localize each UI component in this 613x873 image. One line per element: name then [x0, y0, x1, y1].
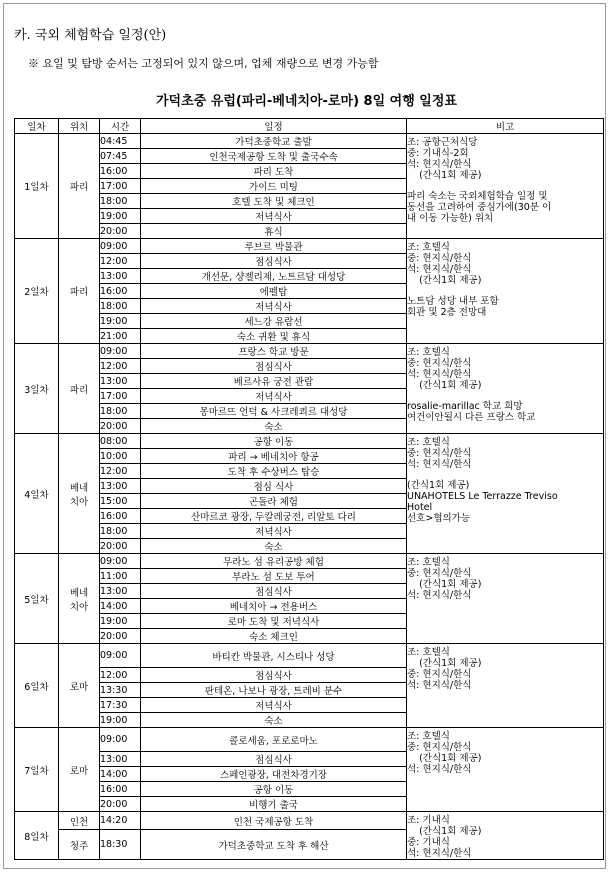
time-cell: 09:00 — [100, 728, 141, 752]
place-cell: 청주 — [59, 830, 100, 860]
activity-cell: 로마 도착 및 저녁식사 — [141, 614, 407, 629]
col-header-schedule: 일정 — [141, 119, 407, 134]
time-cell: 09:00 — [100, 344, 141, 359]
table-row — [15, 239, 604, 254]
schedule-body — [15, 134, 604, 860]
time-cell: 12:00 — [100, 254, 141, 269]
remark-line: (간식1회 제공) — [407, 579, 482, 590]
time-cell: 12:00 — [100, 464, 141, 479]
activity-cell: 파리 도착 — [141, 164, 407, 179]
activity-cell: 가덕초중학교 도착 후 해산 — [141, 830, 407, 860]
time-cell: 17:30 — [100, 698, 141, 713]
activity-cell: 세느강 유람선 — [141, 314, 407, 329]
remark-group — [407, 191, 603, 224]
remarks-cell — [407, 344, 604, 434]
remark-line: (간식1회 제공) — [407, 658, 482, 669]
activity-cell: 비행기 출국 — [141, 797, 407, 812]
activity-cell: 저녁식사 — [141, 698, 407, 713]
remarks-cell — [407, 728, 604, 812]
day-cell: 3일차 — [15, 344, 59, 434]
activity-cell: 점심식사 — [141, 668, 407, 683]
table-row — [15, 812, 604, 830]
activity-cell: 프랑스 학교 방문 — [141, 344, 407, 359]
remark-group — [407, 347, 603, 391]
time-cell: 14:20 — [100, 812, 141, 830]
remark-line: 여건이안될시 다른 프랑스 학교 — [407, 412, 536, 423]
activity-cell: 점심식사 — [141, 254, 407, 269]
time-cell: 18:00 — [100, 404, 141, 419]
day-cell: 8일차 — [15, 812, 59, 860]
time-cell: 07:45 — [100, 149, 141, 164]
activity-cell: 숙소 — [141, 419, 407, 434]
time-cell: 09:00 — [100, 239, 141, 254]
table-row — [15, 728, 604, 752]
remark-line: 회관 및 2층 전망대 — [407, 307, 487, 318]
remark-group — [407, 401, 603, 423]
remark-line: 선호>협의가능 — [407, 513, 471, 524]
time-cell: 20:00 — [100, 224, 141, 239]
time-cell: 13:00 — [100, 269, 141, 284]
time-cell: 13:00 — [100, 752, 141, 767]
time-cell: 04:45 — [100, 134, 141, 149]
remark-line: 조: 호텔식 — [407, 242, 450, 253]
time-cell: 08:00 — [100, 434, 141, 449]
activity-cell: 저녁식사 — [141, 209, 407, 224]
table-row — [15, 344, 604, 359]
remark-line: 석: 현지식/한식 — [407, 848, 472, 859]
activity-cell: 점심 식사 — [141, 479, 407, 494]
table-header-row — [15, 119, 604, 134]
activity-cell: 곤돌라 체험 — [141, 494, 407, 509]
col-header-place: 위치 — [59, 119, 100, 134]
remark-line: (간식1회 제공) — [407, 275, 482, 286]
activity-cell: 호텔 도착 및 체크인 — [141, 194, 407, 209]
remark-line: 노트담 성당 내부 포함 — [407, 296, 499, 307]
time-cell: 14:00 — [100, 599, 141, 614]
remark-line: 중: 현지식/한식 — [407, 253, 472, 264]
remark-line: 동선을 고려하여 중심가에(30분 이 — [407, 202, 552, 213]
time-cell: 09:00 — [100, 644, 141, 668]
remark-line: 중: 현지식/한식 — [407, 448, 472, 459]
activity-cell: 저녁식사 — [141, 524, 407, 539]
remark-line: 조: 호텔식 — [407, 437, 450, 448]
remark-line: 중: 현지식/한식 — [407, 669, 472, 680]
remarks-cell — [407, 554, 604, 644]
remark-line: 조: 호텔식 — [407, 347, 450, 358]
remark-line: 조: 공항근처식당 — [407, 137, 478, 148]
time-cell: 10:00 — [100, 449, 141, 464]
page-title: 가덕초중 유럽(파리-베네치아-로마) 8일 여행 일정표 — [156, 94, 457, 109]
place-cell: 인천 — [59, 812, 100, 830]
time-cell: 18:00 — [100, 524, 141, 539]
time-cell: 12:00 — [100, 668, 141, 683]
time-cell: 15:00 — [100, 494, 141, 509]
time-cell: 19:00 — [100, 209, 141, 224]
remark-line: 조: 호텔식 — [407, 557, 450, 568]
remark-line: 중: 현지식/한식 — [407, 742, 472, 753]
place-cell: 로마 — [59, 728, 100, 812]
activity-cell: 가덕초중학교 출발 — [141, 134, 407, 149]
remark-group — [407, 647, 603, 691]
remark-line: 석: 현지식/한식 — [407, 264, 472, 275]
time-cell: 13:30 — [100, 683, 141, 698]
time-cell: 20:00 — [100, 797, 141, 812]
remarks-cell — [407, 644, 604, 728]
remark-group — [407, 480, 603, 524]
activity-cell: 스페인광장, 대전차경기장 — [141, 767, 407, 782]
remark-line: 조: 호텔식 — [407, 731, 450, 742]
activity-cell: 숙소 체크인 — [141, 629, 407, 644]
remark-line: Hotel — [407, 502, 433, 513]
activity-cell: 가이드 미팅 — [141, 179, 407, 194]
activity-cell: 무라노 섬 유리공방 체험 — [141, 554, 407, 569]
day-cell: 5일차 — [15, 554, 59, 644]
place-cell: 파리 — [59, 134, 100, 239]
remark-group — [407, 731, 603, 775]
day-cell: 7일차 — [15, 728, 59, 812]
time-cell: 18:00 — [100, 194, 141, 209]
remarks-cell — [407, 812, 604, 860]
time-cell: 16:00 — [100, 164, 141, 179]
time-cell: 14:00 — [100, 767, 141, 782]
table-row — [15, 644, 604, 668]
remark-group — [407, 815, 603, 859]
activity-cell: 숙소 — [141, 713, 407, 728]
remark-group — [407, 296, 603, 318]
place-cell: 파리 — [59, 239, 100, 344]
activity-cell: 휴식 — [141, 224, 407, 239]
remark-line: 조: 기내식 — [407, 815, 450, 826]
remark-line: 석: 현지식/한식 — [407, 590, 472, 601]
activity-cell: 콜로세움, 포로로마노 — [141, 728, 407, 752]
remark-line: UNAHOTELS Le Terrazze Treviso — [407, 491, 558, 502]
activity-cell: 공항 이동 — [141, 434, 407, 449]
remark-line: rosalie-marillac 학교 희망 — [407, 401, 523, 412]
activity-cell: 점심식사 — [141, 752, 407, 767]
time-cell: 18:30 — [100, 830, 141, 860]
remark-line: 석: 현지식/한식 — [407, 369, 472, 380]
activity-cell: 점심식사 — [141, 359, 407, 374]
time-cell: 09:00 — [100, 554, 141, 569]
place-cell: 베네 치아 — [59, 434, 100, 554]
time-cell: 13:00 — [100, 374, 141, 389]
day-cell: 1일차 — [15, 134, 59, 239]
time-cell: 19:00 — [100, 614, 141, 629]
col-header-time: 시간 — [100, 119, 141, 134]
time-cell: 18:00 — [100, 299, 141, 314]
time-cell: 21:00 — [100, 329, 141, 344]
activity-cell: 베네치아 → 전용버스 — [141, 599, 407, 614]
time-cell: 17:00 — [100, 389, 141, 404]
activity-cell: 산마르코 광장, 두칼레궁전, 리알토 다리 — [141, 509, 407, 524]
time-cell: 11:00 — [100, 569, 141, 584]
section-title: 카. 국외 체험학습 일정(안) — [14, 28, 167, 43]
remark-line: 내 이동 가능한) 위치 — [407, 213, 494, 224]
activity-cell: 베르사유 궁전 관람 — [141, 374, 407, 389]
remark-line: (간식1회 제공) — [407, 380, 482, 391]
time-cell: 12:00 — [100, 359, 141, 374]
activity-cell: 저녁식사 — [141, 299, 407, 314]
remark-line: 석: 현지식/한식 — [407, 764, 472, 775]
schedule-table — [14, 118, 604, 860]
activity-cell: 인천국제공항 도착 및 출국수속 — [141, 149, 407, 164]
time-cell: 16:00 — [100, 284, 141, 299]
activity-cell: 에펠탑 — [141, 284, 407, 299]
time-cell: 16:00 — [100, 509, 141, 524]
col-header-remarks: 비고 — [407, 119, 604, 134]
remark-line: 중: 기내식-2회 — [407, 148, 469, 159]
remark-line: 중: 기내식 — [407, 837, 450, 848]
time-cell: 16:00 — [100, 782, 141, 797]
activity-cell: 개선문, 샹젤리제, 노트르담 대성당 — [141, 269, 407, 284]
day-cell: 4일차 — [15, 434, 59, 554]
remarks-cell — [407, 134, 604, 239]
remarks-cell — [407, 239, 604, 344]
remark-line: (간식1회 제공) — [407, 826, 482, 837]
place-cell: 파리 — [59, 344, 100, 434]
col-header-day: 일차 — [15, 119, 59, 134]
day-cell: 6일차 — [15, 644, 59, 728]
remark-line: 중: 현지식/한식 — [407, 568, 472, 579]
remark-line: 조: 호텔식 — [407, 647, 450, 658]
day-cell: 2일차 — [15, 239, 59, 344]
time-cell: 20:00 — [100, 539, 141, 554]
remark-group — [407, 557, 603, 601]
time-cell: 17:00 — [100, 179, 141, 194]
activity-cell: 바티칸 박물관, 시스티나 성당 — [141, 644, 407, 668]
remark-group — [407, 137, 603, 181]
activity-cell: 몽마르뜨 언덕 & 사크레쾨르 대성당 — [141, 404, 407, 419]
remarks-cell — [407, 434, 604, 554]
remark-group — [407, 242, 603, 286]
activity-cell: 점심식사 — [141, 584, 407, 599]
time-cell: 20:00 — [100, 629, 141, 644]
remark-line: (간식1회 제공) — [407, 480, 470, 491]
remark-line: 석: 현지식/한식 — [407, 459, 472, 470]
time-cell: 13:00 — [100, 479, 141, 494]
time-cell: 19:00 — [100, 314, 141, 329]
table-row — [15, 134, 604, 149]
activity-cell: 판테온, 나보나 광장, 트레비 분수 — [141, 683, 407, 698]
activity-cell: 파리 → 베네치아 항공 — [141, 449, 407, 464]
activity-cell: 공항 이동 — [141, 782, 407, 797]
activity-cell: 숙소 — [141, 539, 407, 554]
place-cell: 로마 — [59, 644, 100, 728]
activity-cell: 인천 국제공항 도착 — [141, 812, 407, 830]
remark-line: (간식1회 제공) — [407, 753, 482, 764]
activity-cell: 부라노 섬 도보 투어 — [141, 569, 407, 584]
schedule-note: ※ 요일 및 탐방 순서는 고정되어 있지 않으며, 업체 재량으로 변경 가능함 — [28, 57, 379, 70]
place-cell: 베네 치아 — [59, 554, 100, 644]
table-row — [15, 434, 604, 449]
activity-cell: 루브르 박물관 — [141, 239, 407, 254]
remark-line: 석: 현지식/한식 — [407, 159, 472, 170]
table-row — [15, 554, 604, 569]
time-cell: 20:00 — [100, 419, 141, 434]
time-cell: 19:00 — [100, 713, 141, 728]
activity-cell: 숙소 귀환 및 휴식 — [141, 329, 407, 344]
activity-cell: 도착 후 수상버스 탑승 — [141, 464, 407, 479]
remark-group — [407, 437, 603, 470]
remark-line: 중: 현지식/한식 — [407, 358, 472, 369]
remark-line: 파리 숙소는 국외체험학습 일정 및 — [407, 191, 548, 202]
remark-line: 석: 현지식/한식 — [407, 680, 472, 691]
time-cell: 13:00 — [100, 584, 141, 599]
activity-cell: 저녁식사 — [141, 389, 407, 404]
remark-line: (간식1회 제공) — [407, 170, 482, 181]
